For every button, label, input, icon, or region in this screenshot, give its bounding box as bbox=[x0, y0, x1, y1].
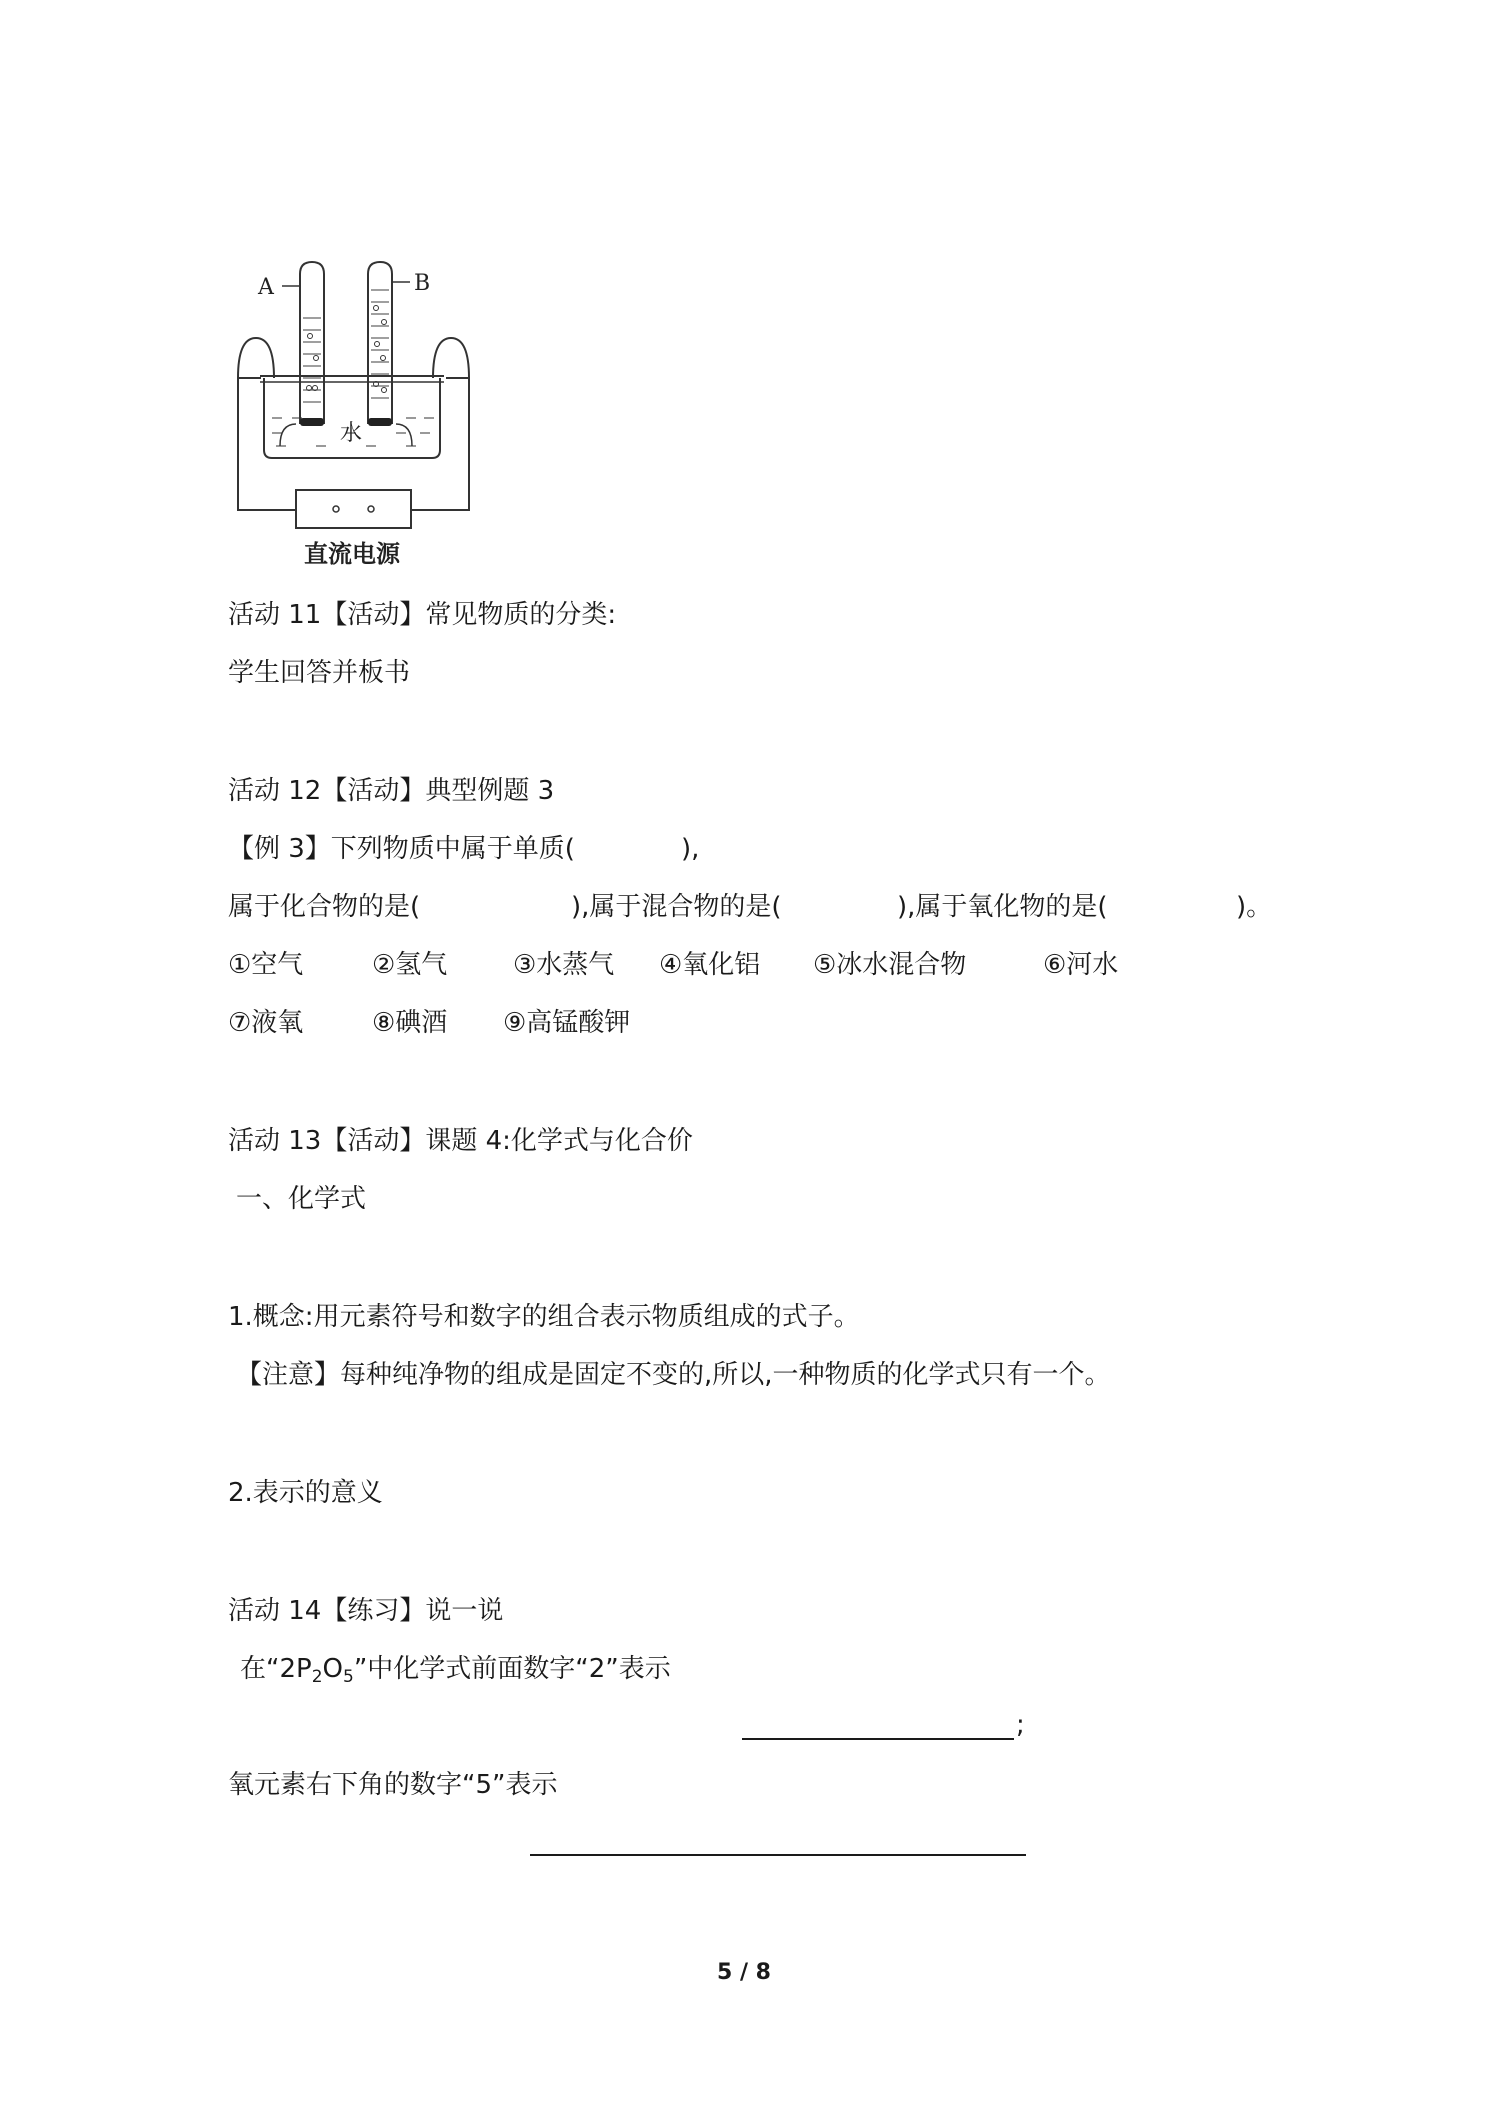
option-5: ⑤冰水混合物 bbox=[813, 950, 967, 980]
option-6: ⑥河水 bbox=[1043, 950, 1119, 980]
water-label: 水 bbox=[340, 421, 363, 446]
option-9: ⑨高锰酸钾 bbox=[503, 1008, 631, 1038]
subscript-2: 2 bbox=[311, 1667, 323, 1687]
label-b: B bbox=[414, 271, 431, 296]
activity-11-title: 活动 11【活动】常见物质的分类: bbox=[228, 600, 617, 630]
activity-12-title: 活动 12【活动】典型例题 3 bbox=[228, 776, 555, 806]
example-3-text: 【例 3】下列物质中属于单质( bbox=[228, 834, 575, 864]
power-supply-label: 直流电源 bbox=[304, 540, 400, 568]
subscript-5: 5 bbox=[343, 1667, 354, 1687]
option-7: ⑦液氧 bbox=[228, 1008, 304, 1038]
compound-question: 属于化合物的是( bbox=[228, 892, 421, 922]
question-2: 氧元素右下角的数字“5”表示 bbox=[228, 1770, 558, 1800]
question-1 bbox=[240, 1652, 671, 1694]
concept-text: 1.概念:用元素符号和数字的组合表示物质组成的式子。 bbox=[228, 1302, 860, 1332]
question-1-prefix: 在“2P bbox=[240, 1654, 312, 1684]
section-heading: 一、化学式 bbox=[236, 1184, 367, 1214]
answer-blank-2[interactable] bbox=[530, 1854, 1026, 1856]
option-3: ③水蒸气 bbox=[513, 950, 615, 980]
answer-blank-1[interactable] bbox=[742, 1738, 1014, 1740]
example-3-close: ), bbox=[681, 834, 700, 864]
note-text: 【注意】每种纯净物的组成是固定不变的,所以,一种物质的化学式只有一个。 bbox=[236, 1360, 1111, 1390]
question-1-suffix: ”中化学式前面数字“2”表示 bbox=[353, 1654, 671, 1684]
question-end: )。 bbox=[1236, 892, 1273, 922]
option-2: ②氢气 bbox=[372, 950, 448, 980]
option-8: ⑧碘酒 bbox=[372, 1008, 448, 1038]
option-4: ④氧化铝 bbox=[659, 950, 761, 980]
page-number: 5 / 8 bbox=[717, 1960, 771, 1985]
meaning-heading: 2.表示的意义 bbox=[228, 1478, 383, 1508]
label-a: A bbox=[258, 275, 274, 300]
mixture-question: ),属于混合物的是( bbox=[571, 892, 782, 922]
activity-13-title: 活动 13【活动】课题 4:化学式与化合价 bbox=[228, 1126, 693, 1156]
semicolon: ; bbox=[1016, 1710, 1025, 1740]
option-1: ①空气 bbox=[228, 950, 304, 980]
oxide-question: ),属于氧化物的是( bbox=[897, 892, 1108, 922]
activity-14-title: 活动 14【练习】说一说 bbox=[228, 1596, 504, 1626]
activity-11-text: 学生回答并板书 bbox=[228, 658, 411, 688]
oxygen-symbol: O bbox=[322, 1654, 343, 1684]
electrolysis-diagram bbox=[236, 258, 472, 574]
